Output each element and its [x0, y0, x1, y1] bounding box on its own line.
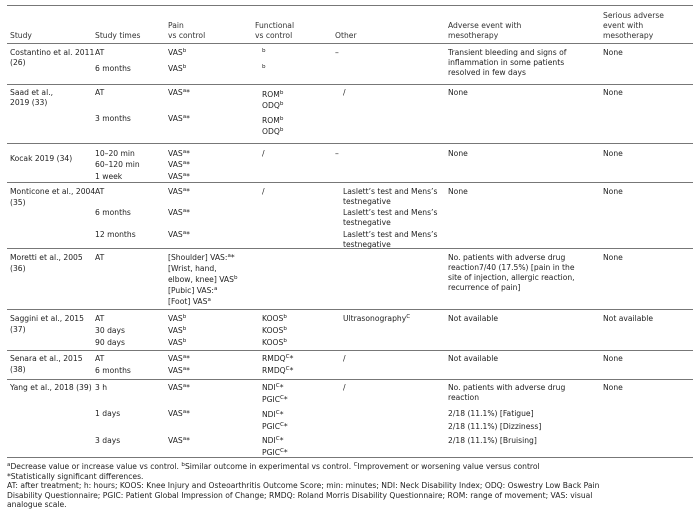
- cell-study: Saad et al.,: [10, 88, 54, 97]
- cell-pain: VAS$^a$*: [168, 366, 190, 375]
- cell-study: Senara et al., 2015: [10, 354, 83, 363]
- cell-adverse: None: [448, 149, 468, 158]
- cell-time: AT: [95, 253, 105, 262]
- cell-adverse: 2/18 (11.1%) [Bruising]: [448, 436, 537, 445]
- footnote-significance: *Statistically significant differences.: [7, 471, 144, 481]
- cell-time: 6 months: [95, 366, 131, 375]
- header-serious-sub2: mesotherapy: [603, 31, 654, 40]
- cell-pain: [Wrist, hand,: [168, 264, 217, 273]
- row-rule: [7, 309, 693, 310]
- cell-study: (37): [10, 325, 26, 334]
- cell-other: Laslett’s test and Mens’s: [343, 208, 438, 217]
- cell-adverse: site of injection, allergic reaction,: [448, 273, 575, 282]
- cell-serious: Not available: [603, 314, 653, 323]
- cell-time: 3 months: [95, 114, 131, 123]
- cell-pain: [Shoulder] VAS:$^a$*: [168, 253, 235, 262]
- cell-functional: $RMDQ^C*$: [262, 354, 294, 363]
- header-functional-sub: vs control: [255, 31, 293, 40]
- cell-adverse: reaction7/40 (17.5%) [pain in the: [448, 263, 575, 272]
- cell-time: AT: [95, 314, 105, 323]
- cell-other: /: [343, 88, 346, 97]
- header-study: Study: [10, 31, 32, 40]
- cell-time: 60–120 min: [95, 160, 140, 169]
- cell-adverse: Transient bleeding and signs of: [448, 48, 567, 57]
- cell-functional: $PGIC^C*$: [262, 395, 288, 404]
- header-adverse-sub: mesotherapy: [448, 31, 499, 40]
- footnote-abbreviations: AT: after treatment; h: hours; KOOS: Knee Injury and Osteoarthritis Outcome Score; min: minutes; NDI: Neck Disability Index; ODQ: Oswestry Low Back Pain: [7, 481, 600, 491]
- cell-pain: [Pubic] VAS:$^a$: [168, 286, 218, 295]
- cell-other: /: [343, 354, 346, 363]
- cell-serious: None: [603, 88, 623, 97]
- cell-pain: VAS$^a$*: [168, 172, 190, 181]
- cell-other: –: [335, 48, 339, 57]
- cell-functional: $PGIC^C*$: [262, 448, 288, 457]
- cell-pain: VAS$^a$*: [168, 383, 190, 392]
- cell-study: Yang et al., 2018 (39): [10, 383, 92, 392]
- cell-pain: VAS$^b$: [168, 326, 187, 335]
- cell-time: 3 h: [95, 383, 108, 392]
- cell-study: (35): [10, 198, 26, 207]
- header-other: Other: [335, 31, 357, 40]
- header-adverse: Adverse event with: [448, 21, 522, 30]
- cell-pain: elbow, knee] VAS$^b$: [168, 275, 238, 284]
- cell-functional: ODQ$^b$: [262, 101, 284, 110]
- cell-study: (36): [10, 264, 26, 273]
- cell-study: Costantino et al. 2011: [10, 48, 95, 57]
- cell-time: 30 days: [95, 326, 126, 335]
- cell-study: Moretti et al., 2005: [10, 253, 83, 262]
- cell-other: Ultrasonography$^C$: [343, 314, 411, 323]
- row-rule: [7, 182, 693, 183]
- cell-other: testnegative: [343, 197, 391, 206]
- header-serious-sub: event with: [603, 21, 644, 30]
- header-study-times: Study times: [95, 31, 141, 40]
- cell-serious: None: [603, 149, 623, 158]
- header-pain: Pain: [168, 21, 184, 30]
- cell-serious: None: [603, 48, 623, 57]
- cell-time: 6 months: [95, 64, 131, 73]
- cell-functional: /: [262, 187, 265, 196]
- cell-adverse: None: [448, 187, 468, 196]
- cell-serious: None: [603, 187, 623, 196]
- cell-pain: VAS$^a$*: [168, 208, 190, 217]
- cell-functional: ROM$^b$: [262, 90, 284, 99]
- cell-time: AT: [95, 354, 105, 363]
- cell-adverse: recurrence of pain]: [448, 283, 521, 292]
- cell-study: 2019 (33): [10, 98, 48, 107]
- cell-time: AT: [95, 48, 105, 57]
- cell-study: Saggini et al., 2015: [10, 314, 84, 323]
- cell-time: 1 days: [95, 409, 121, 418]
- cell-serious: None: [603, 253, 623, 262]
- cell-other: testnegative: [343, 218, 391, 227]
- cell-pain: VAS$^b$: [168, 48, 187, 57]
- table-bottom-rule: [7, 457, 693, 458]
- cell-functional: ROM$^b$: [262, 116, 284, 125]
- cell-other: –: [335, 149, 339, 158]
- cell-time: 90 days: [95, 338, 126, 347]
- cell-pain: VAS$^b$: [168, 314, 187, 323]
- header-serious: Serious adverse: [603, 11, 664, 20]
- cell-functional: KOOS$^b$: [262, 314, 287, 323]
- cell-time: 3 days: [95, 436, 121, 445]
- cell-adverse: No. patients with adverse drug: [448, 383, 566, 392]
- cell-functional: KOOS$^b$: [262, 338, 287, 347]
- cell-pain: VAS$^a$*: [168, 88, 190, 97]
- cell-serious: None: [603, 354, 623, 363]
- cell-pain: VAS$^a$*: [168, 409, 190, 418]
- cell-time: AT: [95, 88, 105, 97]
- row-rule: [7, 84, 693, 85]
- cell-time: 10–20 min: [95, 149, 135, 158]
- cell-serious: None: [603, 383, 623, 392]
- cell-time: 6 months: [95, 208, 131, 217]
- cell-pain: VAS$^a$*: [168, 230, 190, 239]
- cell-other: Laslett’s test and Mens’s: [343, 187, 438, 196]
- cell-adverse: reaction: [448, 393, 480, 402]
- cell-adverse: Not available: [448, 354, 498, 363]
- cell-pain: VAS$^a$*: [168, 436, 190, 445]
- cell-functional: $RMDQ^C*$: [262, 366, 294, 375]
- footnote-abbreviations: Disability Questionnaire; PGIC: Patient Global Impression of Change; RMDQ: Roland Morris Disability Questionnaire; ROM: range of movement; VAS: visual: [7, 490, 593, 500]
- header-functional: Functional: [255, 21, 295, 30]
- cell-adverse: None: [448, 88, 468, 97]
- cell-pain: VAS$^a$*: [168, 160, 190, 169]
- cell-functional: b: [262, 48, 266, 54]
- cell-adverse: No. patients with adverse drug: [448, 253, 566, 262]
- cell-adverse: resolved in few days: [448, 68, 526, 77]
- cell-pain: VAS$^a$*: [168, 354, 190, 363]
- row-rule: [7, 143, 693, 144]
- cell-functional: $NDI^C*$: [262, 383, 284, 392]
- header-pain-sub: vs control: [168, 31, 206, 40]
- cell-pain: VAS$^b$: [168, 338, 187, 347]
- cell-functional: $NDI^C*$: [262, 436, 284, 445]
- cell-other: testnegative: [343, 240, 391, 249]
- cell-functional: $PGIC^C*$: [262, 422, 288, 431]
- cell-pain: VAS$^a$*: [168, 149, 190, 158]
- row-rule: [7, 379, 693, 380]
- cell-time: 1 week: [95, 172, 123, 181]
- cell-time: 12 months: [95, 230, 136, 239]
- row-rule: [7, 350, 693, 351]
- cell-adverse: Not available: [448, 314, 498, 323]
- cell-time: AT: [95, 187, 105, 196]
- cell-pain: VAS$^a$*: [168, 187, 190, 196]
- cell-functional: /: [262, 149, 265, 158]
- cell-other: /: [343, 383, 346, 392]
- table-footnotes: [7, 462, 693, 510]
- cell-functional: KOOS$^b$: [262, 326, 287, 335]
- cell-functional: $NDI^C*$: [262, 410, 284, 419]
- cell-pain: [Foot] VAS$^a$: [168, 297, 211, 306]
- cell-adverse: inflammation in some patients: [448, 58, 565, 67]
- footnote-abbreviations: analogue scale.: [7, 500, 67, 510]
- cell-other: Laslett’s test and Mens’s: [343, 230, 438, 239]
- cell-adverse: 2/18 (11.1%) [Dizziness]: [448, 422, 542, 431]
- cell-study: Monticone et al., 2004: [10, 187, 96, 196]
- cell-functional: b: [262, 64, 266, 70]
- cell-study: (26): [10, 58, 26, 67]
- table-top-rule: [7, 5, 693, 6]
- footnote-markers: $^a$Decrease value or increase value vs control. $^b$Similar outcome in experimental vs control. $^C$Improvement or worsening value versus control: [7, 462, 540, 471]
- cell-functional: ODQ$^b$: [262, 127, 284, 136]
- cell-pain: VAS$^b$: [168, 64, 187, 73]
- cell-adverse: 2/18 (11.1%) [Fatigue]: [448, 409, 534, 418]
- cell-pain: VAS$^a$*: [168, 114, 190, 123]
- cell-study: (38): [10, 365, 26, 374]
- header-rule: [7, 43, 693, 44]
- cell-study: Kocak 2019 (34): [10, 154, 73, 163]
